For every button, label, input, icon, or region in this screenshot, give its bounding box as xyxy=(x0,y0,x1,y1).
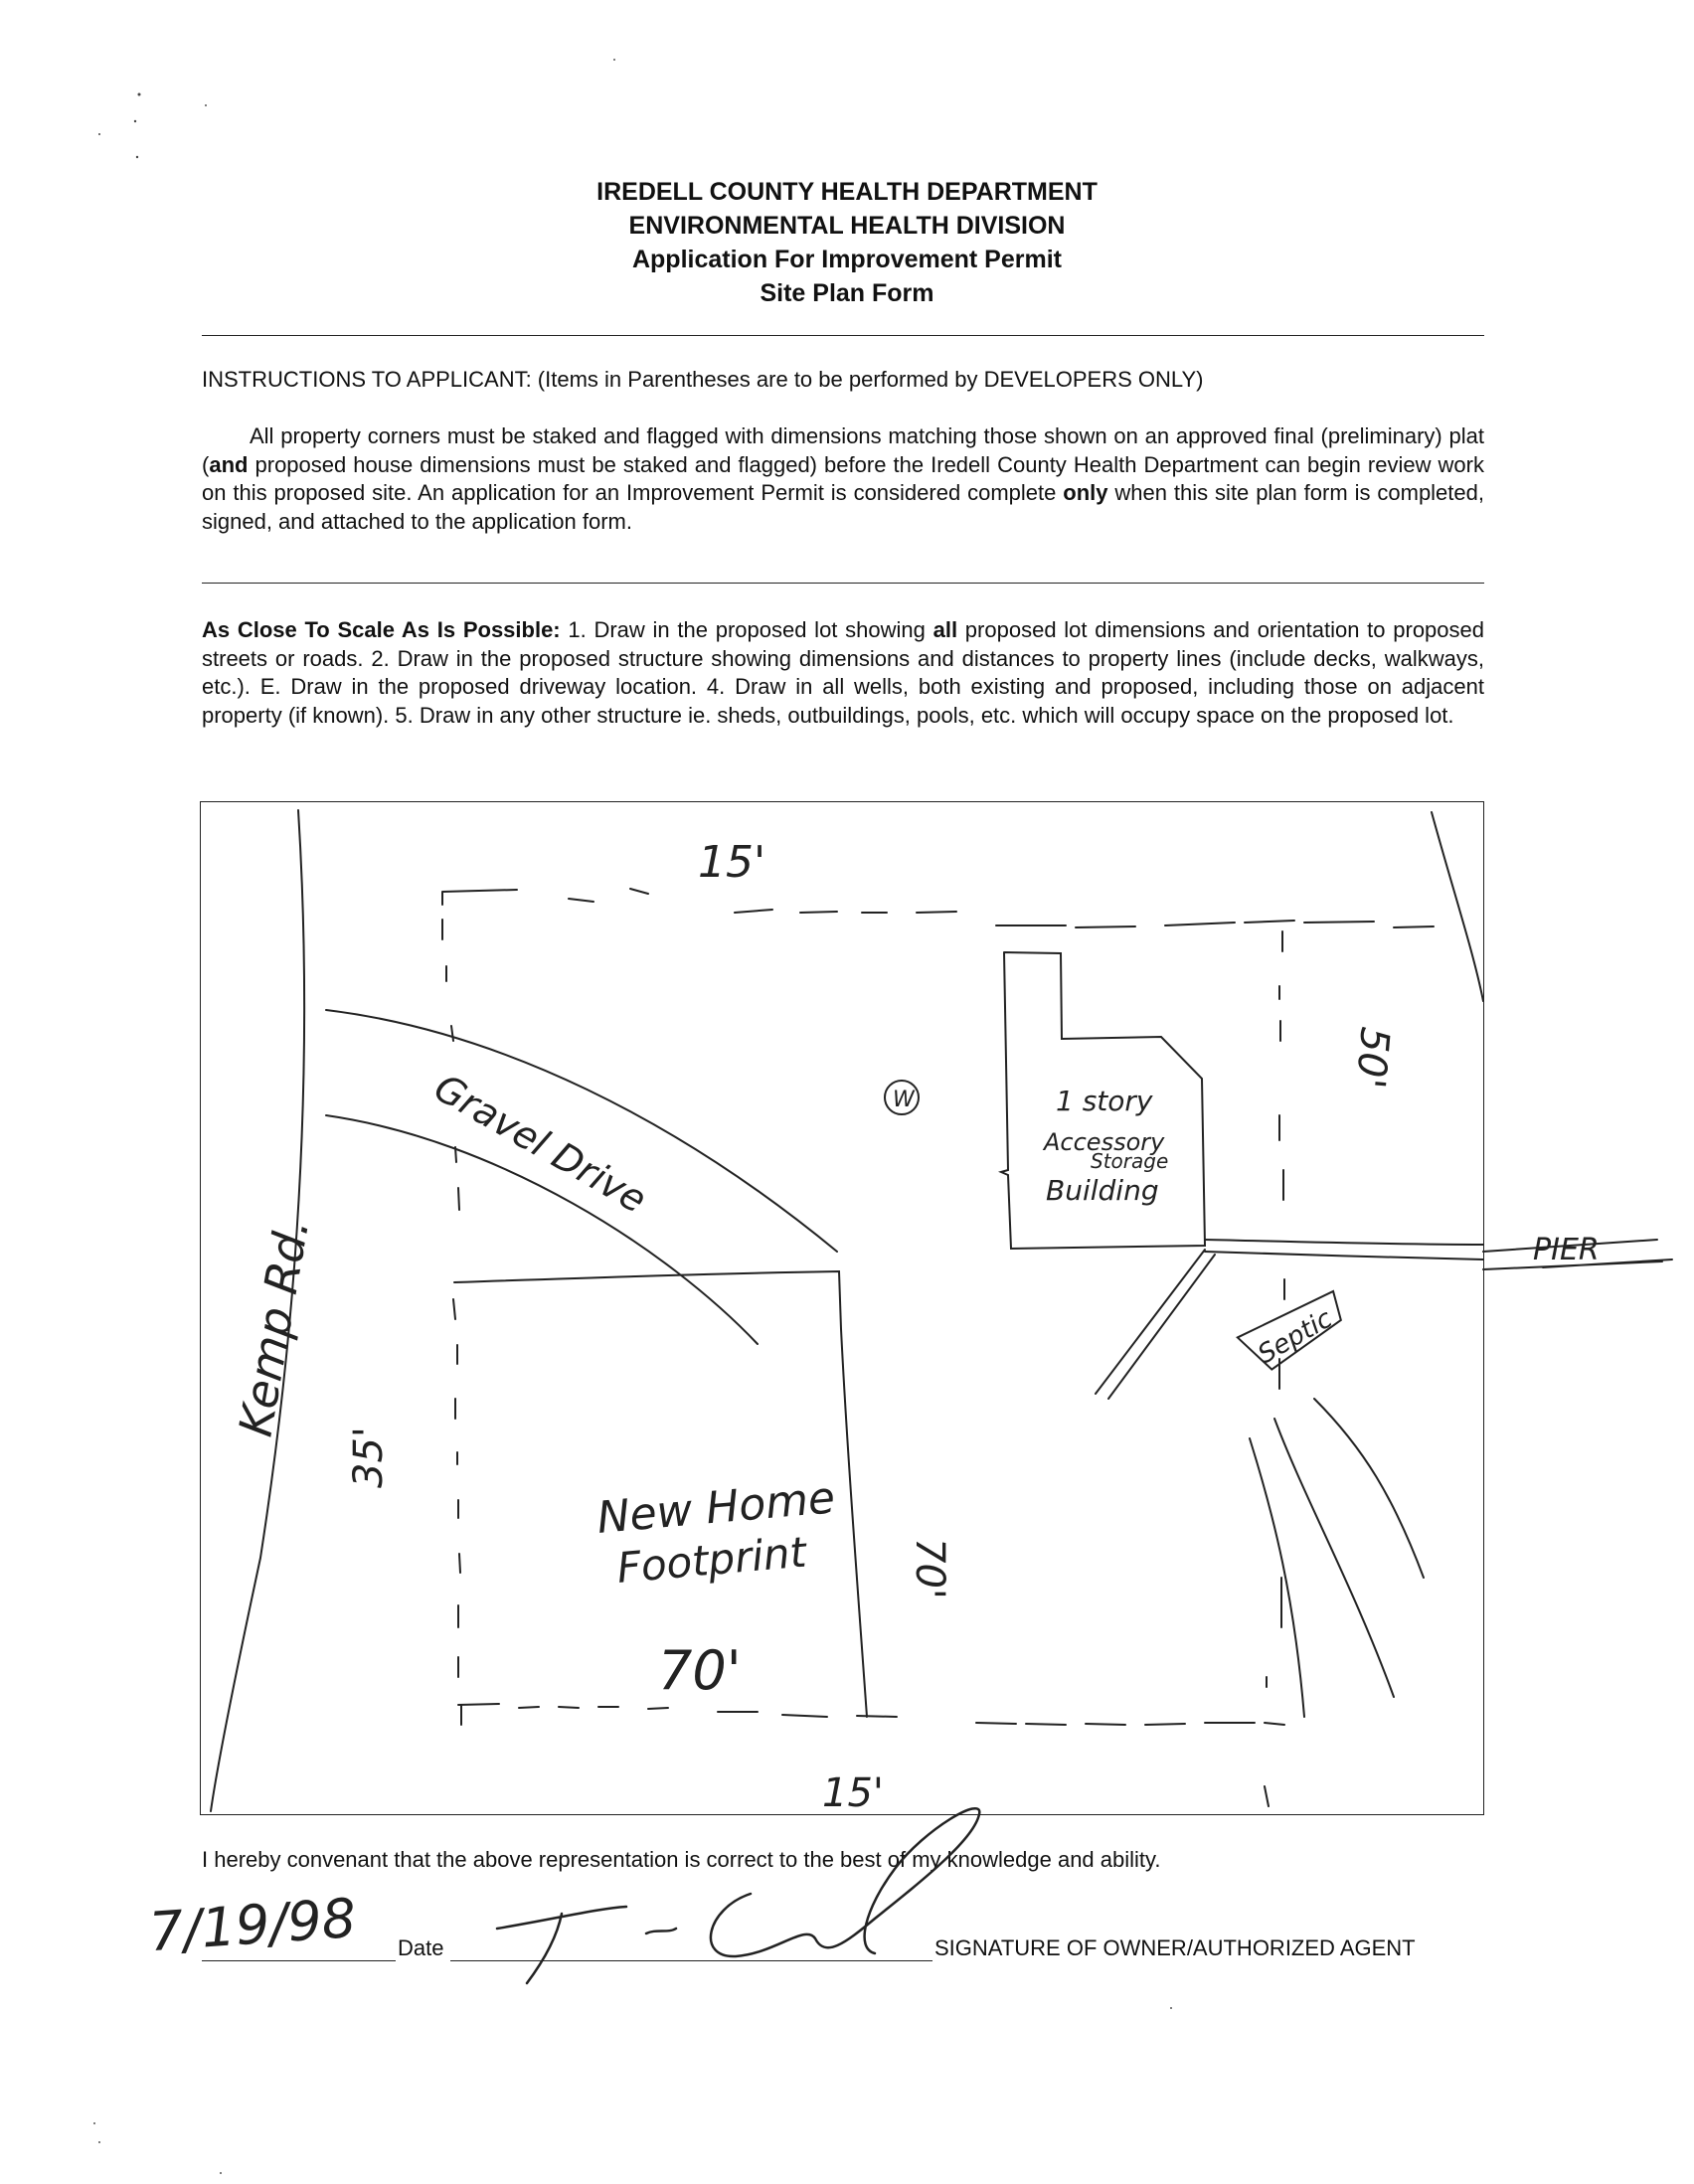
instructions-text-b: proposed house dimensions must be staked and flagged) before the Iredell County Health Department can begin review work on this proposed site. An application for an Improvement Permit is considered complete xyxy=(202,451,1484,505)
septic-label: Septic xyxy=(1253,1303,1338,1371)
building-label-3: Storage xyxy=(1091,1149,1169,1173)
instructions-only: only xyxy=(1063,480,1108,505)
header-application: Application For Improvement Permit xyxy=(631,246,1062,273)
building-label-4: Building xyxy=(1046,1174,1159,1207)
dim-top: 15' xyxy=(698,837,766,888)
scale-lead: As Close To Scale As Is Possible: xyxy=(202,617,561,642)
instructions-text-c: when this site plan form is completed, signed, and attached to the application form. xyxy=(202,480,1484,534)
dim-lot-right: 50' xyxy=(1346,1025,1398,1091)
pier-label: PIER xyxy=(1533,1233,1600,1267)
header-form-name: Site Plan Form xyxy=(760,279,934,307)
house-label-1: New Home xyxy=(594,1472,837,1544)
drive-label: Gravel Drive xyxy=(426,1065,654,1222)
instructions-text-a: All property corners must be staked and flagged with dimensions matching those shown on an approved final (preliminary) plat ( xyxy=(202,423,1484,477)
date-value: 7/19/98 xyxy=(147,1886,359,1964)
dim-left: 35' xyxy=(346,1427,392,1488)
well-label: W xyxy=(893,1088,915,1112)
house-label-2: Footprint xyxy=(614,1527,808,1593)
scale-text-1: 1. Draw in the proposed lot showing xyxy=(560,617,933,642)
scale-all: all xyxy=(932,617,958,642)
date-label: Date xyxy=(398,1935,444,1960)
signature-label: SIGNATURE OF OWNER/AUTHORIZED AGENT xyxy=(934,1935,1416,1960)
dim-bottom: 15' xyxy=(822,1770,884,1816)
building-label-1: 1 story xyxy=(1056,1085,1153,1117)
dim-house-width: 70' xyxy=(658,1639,742,1702)
dim-house-right: 70' xyxy=(907,1538,952,1599)
header-org: IREDELL COUNTY HEALTH DEPARTMENT xyxy=(596,178,1098,206)
instructions-title: INSTRUCTIONS TO APPLICANT: (Items in Parentheses are to be performed by DEVELOPERS ONLY) xyxy=(202,367,1204,392)
instructions-and: and xyxy=(209,451,249,477)
header-division: ENVIRONMENTAL HEALTH DIVISION xyxy=(628,212,1066,240)
building-label-2: Accessory xyxy=(1044,1128,1165,1156)
certification-statement: I hereby convenant that the above representation is correct to the best of my knowledge and ability. xyxy=(202,1847,1161,1872)
road-label: Kemp Rd. xyxy=(228,1214,320,1440)
scale-text-2: proposed lot dimensions and orientation to proposed streets or roads. 2. Draw in the proposed structure showing dimensions and distances to property lines (include decks, walkways, etc.). E. Draw in the proposed driveway location. 4. Draw in all wells, both existing and proposed, including those on adjacent property (if known). 5. Draw in any other structure ie. sheds, outbuildings, pools, etc. which will occupy space on the proposed lot. xyxy=(202,617,1485,728)
